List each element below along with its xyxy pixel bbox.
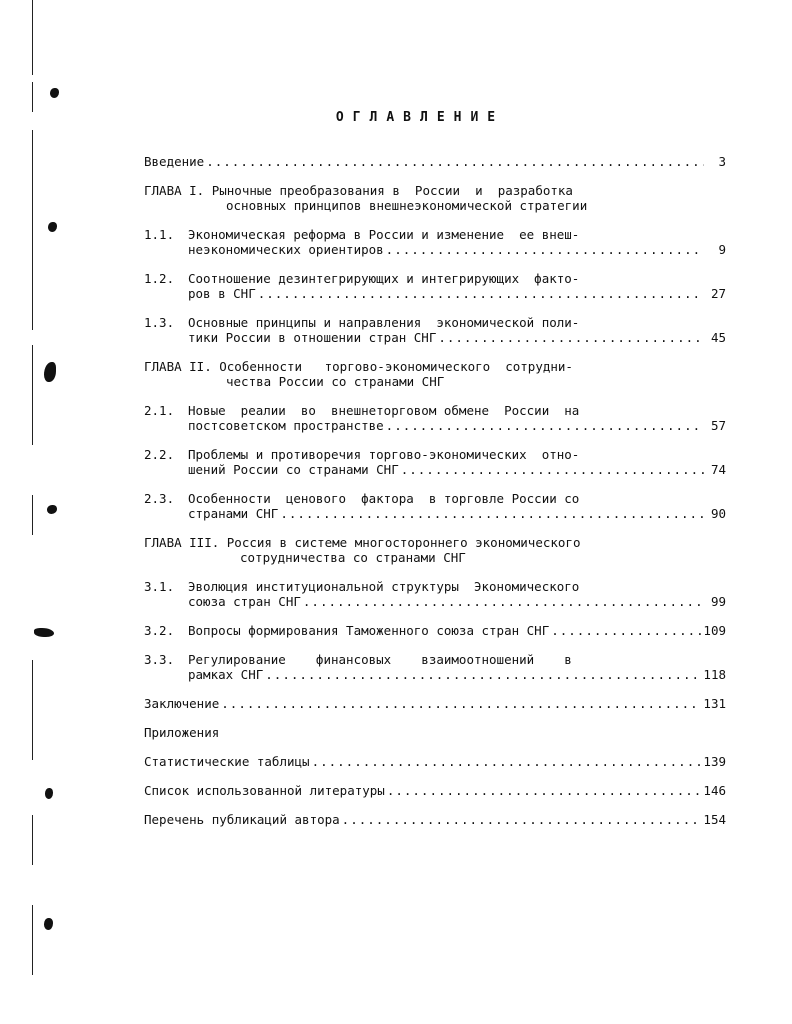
toc-label: Статистические таблицы [144,754,310,769]
scan-margin-line [32,345,33,445]
toc-entry-literature[interactable] [144,783,726,798]
chapter-title-line: основных принципов внешнеэкономической стратегии [226,198,588,213]
page-number: 99 [710,594,726,609]
toc-section-2-1[interactable] [144,403,726,433]
chapter-title-line: ГЛАВА III. Россия в системе многостороннего экономического [144,535,581,550]
leader-dots [258,286,704,301]
page-number: 3 [718,154,726,169]
leader-dots [551,623,701,638]
punch-hole-mark [34,628,54,637]
leader-dots [342,812,702,827]
scan-margin-line [32,495,33,535]
toc-label: Введение [144,154,205,169]
section-number: 3.2. [144,623,175,638]
scan-margin-line [32,82,33,112]
chapter-title-line: сотрудничества со странами СНГ [240,550,466,565]
page-number: 154 [703,812,726,827]
scan-margin-line [32,130,33,330]
toc-section-3-1[interactable] [144,579,726,609]
section-title-line: неэкономических ориентиров [188,242,384,257]
scan-margin-line [32,660,33,760]
section-title-line: Регулирование финансовых взаимоотношений в [188,652,572,667]
punch-hole-mark [50,88,59,98]
chapter-title-line: чества России со странами СНГ [226,374,445,389]
section-title-line: рамках СНГ [188,667,264,682]
punch-hole-mark [45,788,53,799]
page-number: 146 [703,783,726,798]
section-title-line: ров в СНГ [188,286,256,301]
section-title-line: Новые реалии во внешнеторговом обмене России на [188,403,580,418]
toc-section-1-1[interactable] [144,227,726,257]
toc-chapter-2[interactable] [144,359,726,389]
page-number: 109 [703,623,726,638]
page-number: 74 [710,462,726,477]
toc-entry-publications[interactable] [144,812,726,827]
toc-label: Заключение [144,696,220,711]
section-number: 3.3. [144,652,175,667]
leader-dots [221,696,701,711]
table-of-contents [144,154,726,827]
leader-dots [206,154,704,169]
toc-entry-tables[interactable] [144,754,726,769]
toc-label: Приложения [144,725,220,740]
leader-dots [303,594,704,609]
page-number: 118 [703,667,726,682]
toc-label: Перечень публикаций автора [144,812,340,827]
page-number: 57 [710,418,726,433]
section-number: 3.1. [144,579,175,594]
chapter-title-line: ГЛАВА II. Особенности торгово-экономического сотрудни- [144,359,573,374]
page-number: 9 [718,242,726,257]
toc-label: Список использованной литературы [144,783,385,798]
section-title-line: Проблемы и противоречия торгово-экономических отно- [188,447,580,462]
page-number: 27 [710,286,726,301]
section-number: 1.3. [144,315,175,330]
section-title-line: странами СНГ [188,506,279,521]
leader-dots [387,783,702,798]
page-title: ОГЛАВЛЕНИЕ [335,110,505,125]
leader-dots [265,667,701,682]
leader-dots [386,418,704,433]
section-title-line: Основные принципы и направления экономической поли- [188,315,580,330]
section-number: 1.2. [144,271,175,286]
leader-dots [386,242,704,257]
toc-entry-appendix[interactable] [144,725,726,740]
page-number: 45 [710,330,726,345]
leader-dots [401,462,704,477]
page-number: 90 [710,506,726,521]
section-title-line: союза стран СНГ [188,594,301,609]
punch-hole-mark [48,222,57,232]
section-title-line: Вопросы формирования Таможенного союза стран СНГ [188,623,550,638]
toc-section-3-3[interactable] [144,652,726,682]
punch-hole-mark [44,918,53,930]
scan-margin-line [32,0,33,75]
section-title-line: Особенности ценового фактора в торговле России со [188,491,580,506]
punch-hole-mark [47,505,57,514]
punch-hole-mark [44,362,56,382]
section-number: 2.3. [144,491,175,506]
page-number: 139 [703,754,726,769]
leader-dots [438,330,704,345]
page-number: 131 [703,696,726,711]
chapter-title-line: ГЛАВА I. Рыночные преобразования в России и разработка [144,183,573,198]
scan-margin-line [32,815,33,865]
section-title-line: тики России в отношении стран СНГ [188,330,437,345]
toc-chapter-3[interactable] [144,535,726,565]
section-title-line: шений России со странами СНГ [188,462,399,477]
section-number: 2.1. [144,403,175,418]
toc-entry-intro[interactable] [144,154,726,169]
section-title-line: Эволюция институциональной структуры Экономического [188,579,580,594]
section-title-line: Соотношение дезинтегрирующих и интегрирующих факто- [188,271,580,286]
toc-entry-conclusion[interactable] [144,696,726,711]
toc-section-2-2[interactable] [144,447,726,477]
toc-section-1-3[interactable] [144,315,726,345]
toc-section-1-2[interactable] [144,271,726,301]
toc-section-3-2[interactable] [144,623,726,638]
leader-dots [280,506,704,521]
section-number: 1.1. [144,227,175,242]
toc-chapter-1[interactable] [144,183,726,213]
scan-margin-line [32,905,33,975]
toc-section-2-3[interactable] [144,491,726,521]
section-title-line: Экономическая реформа в России и изменение ее внеш- [188,227,580,242]
leader-dots [312,754,702,769]
section-number: 2.2. [144,447,175,462]
section-title-line: постсоветском пространстве [188,418,384,433]
